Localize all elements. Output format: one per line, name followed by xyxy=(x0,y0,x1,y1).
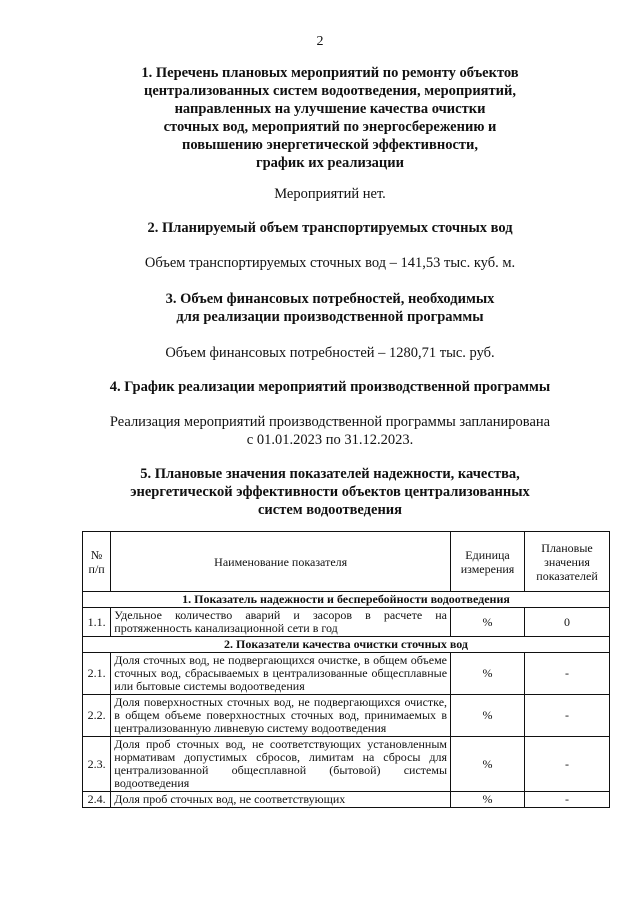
section-5-title-line: 5. Плановые значения показателей надежности, качества, xyxy=(140,466,520,482)
row-name: Доля поверхностных сточных вод, не подвергающихся очистке, в общем объеме поверхностных сточных вод, принимаемых в централизованную ливневую систему водоотведения xyxy=(111,695,451,737)
table-section-row xyxy=(83,592,610,608)
header-unit xyxy=(451,532,525,592)
row-value: - xyxy=(525,737,610,792)
header-plan-line: значения xyxy=(544,554,590,569)
section-1-title xyxy=(60,64,600,172)
indicators-table xyxy=(82,531,610,808)
section-1-title-line: 1. Перечень плановых мероприятий по ремонту объектов xyxy=(141,65,519,81)
row-number: 1.1. xyxy=(83,608,111,637)
row-unit: % xyxy=(451,695,525,737)
table-row xyxy=(83,737,610,792)
table-row xyxy=(83,653,610,695)
section-2-text: Объем транспортируемых сточных вод – 141,53 тыс. куб. м. xyxy=(144,255,516,271)
section-3-title xyxy=(60,290,600,326)
section-4-title: 4. График реализации мероприятий производственной программы xyxy=(109,379,551,395)
row-value: - xyxy=(525,792,610,808)
row-value: - xyxy=(525,695,610,737)
section-3-title-line: 3. Объем финансовых потребностей, необходимых xyxy=(165,291,495,307)
section-1-title-line: сточных вод, мероприятий по энергосбережению и xyxy=(163,119,497,135)
section-title-cell: 2. Показатели качества очистки сточных вод xyxy=(83,637,610,653)
section-1-title-line: повышению энергетической эффективности, xyxy=(181,137,479,153)
section-1-title-line: график их реализации xyxy=(255,155,404,171)
row-unit: % xyxy=(451,653,525,695)
section-5-title-line: энергетической эффективности объектов централизованных xyxy=(130,484,530,500)
header-num-line: № xyxy=(90,547,103,562)
table-section-row xyxy=(83,637,610,653)
header-plan-line: Плановые xyxy=(541,540,593,555)
row-value: 0 xyxy=(525,608,610,637)
section-4-text-line: Реализация мероприятий производственной программы запланирована xyxy=(109,414,551,430)
section-title-cell: 1. Показатель надежности и бесперебойности водоотведения xyxy=(83,592,610,608)
section-5-title xyxy=(60,465,600,519)
table-row xyxy=(83,608,610,637)
table-row xyxy=(83,695,610,737)
row-unit: % xyxy=(451,737,525,792)
section-4-text xyxy=(60,413,600,449)
header-name: Наименование показателя xyxy=(111,532,451,592)
row-number: 2.2. xyxy=(83,695,111,737)
row-unit: % xyxy=(451,608,525,637)
row-name: Доля проб сточных вод, не соответствующих xyxy=(111,792,451,808)
section-2-title: 2. Планируемый объем транспортируемых сточных вод xyxy=(147,220,513,236)
row-value: - xyxy=(525,653,610,695)
header-unit-line: измерения xyxy=(460,561,515,576)
row-number: 2.4. xyxy=(83,792,111,808)
row-number: 2.1. xyxy=(83,653,111,695)
row-name: Доля сточных вод, не подвергающихся очистке, в общем объеме сточных вод, сбрасываемых в централизованные общесплавные или бытовые системы водоотведения xyxy=(111,653,451,695)
section-3-text: Объем финансовых потребностей – 1280,71 тыс. руб. xyxy=(165,345,495,361)
row-name: Доля проб сточных вод, не соответствующих установленным нормативам допустимых сбросов, лимитам на сбросы для централизованной общесплавной (бытовой) системы водоотведения xyxy=(111,737,451,792)
page-number: 2 xyxy=(316,34,324,49)
section-3-title-line: для реализации производственной программы xyxy=(176,309,484,325)
row-number: 2.3. xyxy=(83,737,111,792)
header-plan xyxy=(525,532,610,592)
section-1-text: Мероприятий нет. xyxy=(274,186,386,202)
section-1-title-line: централизованных систем водоотведения, мероприятий, xyxy=(144,83,516,99)
header-plan-line: показателей xyxy=(536,568,598,583)
table-header-row xyxy=(83,532,610,592)
table-row xyxy=(83,792,610,808)
section-5-title-line: систем водоотведения xyxy=(257,502,403,518)
row-unit: % xyxy=(451,792,525,808)
section-4-text-line: с 01.01.2023 по 31.12.2023. xyxy=(246,432,414,448)
header-num xyxy=(83,532,111,592)
header-num-line: п/п xyxy=(88,561,105,576)
section-1-title-line: направленных на улучшение качества очистки xyxy=(174,101,486,117)
row-name: Удельное количество аварий и засоров в расчете на протяженность канализационной сети в год xyxy=(111,608,451,637)
header-unit-line: Единица xyxy=(465,547,510,562)
